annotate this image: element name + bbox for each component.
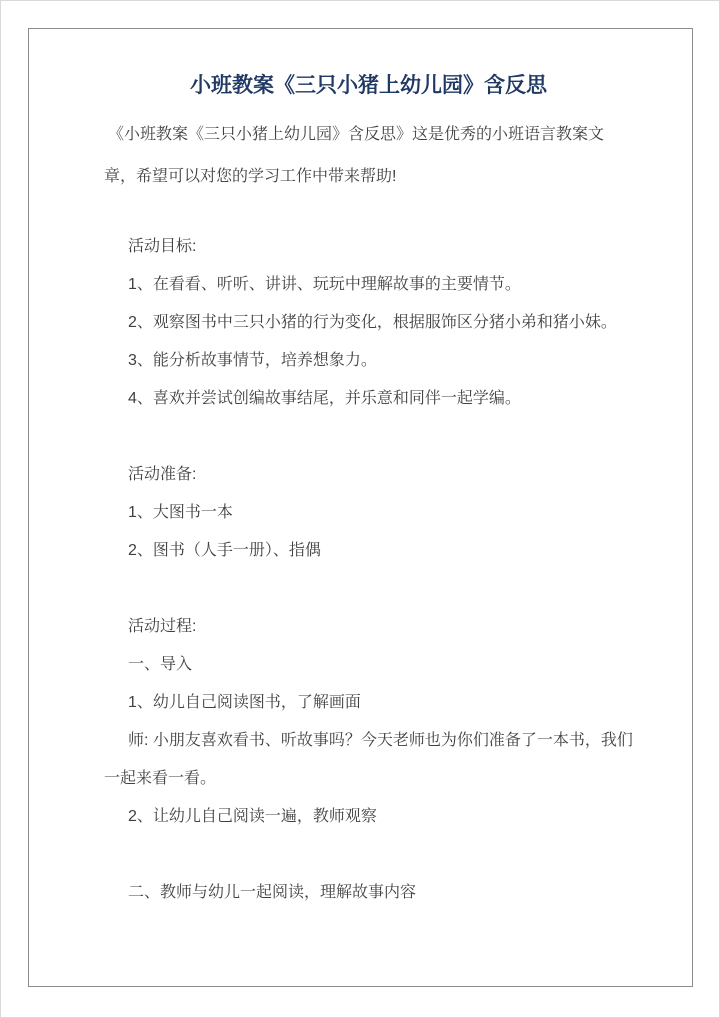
preparation-item-2: 2、图书（人手一册）、指偶 (128, 542, 321, 559)
section-activity-preparation (104, 456, 633, 570)
section-activity-process (104, 608, 633, 836)
process-step-intro: 一、导入 (128, 656, 193, 673)
process-teacher-line: 师: 小朋友喜欢看书、听故事吗？今天老师也为你们准备了一本书，我们一起来看一看。 (104, 732, 633, 787)
preparation-item-1: 1、大图书一本 (128, 504, 233, 521)
goal-item-2: 2、观察图书中三只小猪的行为变化，根据服饰区分猪小弟和猪小妹。 (128, 314, 617, 331)
goal-item-1: 1、在看看、听听、讲讲、玩玩中理解故事的主要情节。 (128, 276, 521, 293)
section-reading-together (104, 874, 633, 912)
section-heading-preparation: 活动准备: (128, 466, 197, 483)
section-heading-goals: 活动目标: (128, 238, 197, 255)
goal-item-4: 4、喜欢并尝试创编故事结尾，并乐意和同伴一起学编。 (128, 390, 521, 407)
goal-item-3: 3、能分析故事情节，培养想象力。 (128, 352, 377, 369)
section-heading-process: 活动过程: (128, 618, 197, 635)
process-step-1: 1、幼儿自己阅读图书，了解画面 (128, 694, 361, 711)
document-title: 小班教案《三只小猪上幼儿园》含反思 (190, 74, 547, 97)
process-step-2: 2、让幼儿自己阅读一遍，教师观察 (128, 808, 377, 825)
document-content (104, 0, 633, 912)
process-part-two: 二、教师与幼儿一起阅读，理解故事内容 (128, 884, 417, 901)
section-activity-goals (104, 228, 633, 418)
intro-paragraph: 《小班教案《三只小猪上幼儿园》含反思》这是优秀的小班语言教案文章，希望可以对您的学习工作中带来帮助! (104, 126, 605, 185)
